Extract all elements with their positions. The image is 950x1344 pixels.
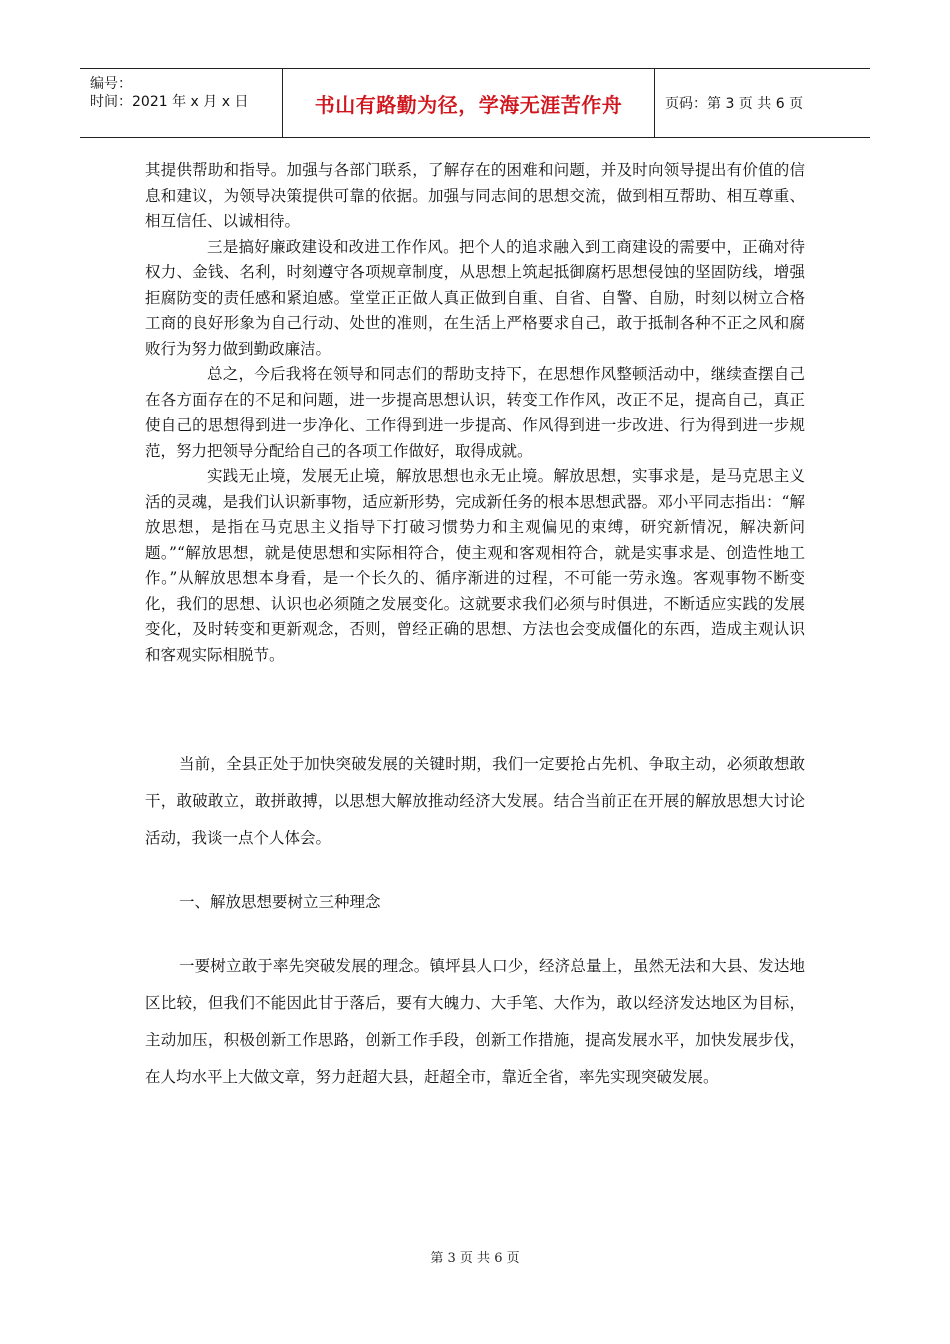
header-meta-cell — [80, 69, 283, 137]
paragraph-first-concept: 一要树立敢于率先突破发展的理念。镇坪县人口少，经济总量上，虽然无法和大县、发达地区比较，但我们不能因此甘于落后，要有大魄力、大手笔、大作为，敢以经济发达地区为目标，主动加压，积极创新工作思路，创新工作手段，创新工作措施，提高发展水平，加快发展步伐，在人均水平上大做文章，努力赶超大县，赶超全市，靠近全省，率先实现突破发展。 — [145, 957, 805, 1086]
paragraph-summary: 总之，今后我将在领导和同志们的帮助支持下，在思想作风整顿活动中，继续查摆自己在各方面存在的不足和问题，进一步提高思想认识，转变工作作风，改正不足，提高自己，真正使自己的思想得到进一步净化、工作得到进一步提高、作风得到进一步改进、行为得到进一步规范，努力把领导分配给自己的各项工作做好，取得成就。 — [145, 365, 805, 460]
paragraph-integrity: 三是搞好廉政建设和改进工作作风。把个人的追求融入到工商建设的需要中，正确对待权力、金钱、名利，时刻遵守各项规章制度，从思想上筑起抵御腐朽思想侵蚀的坚固防线，增强拒腐防变的责任感和紧迫感。堂堂正正做人真正做到自重、自省、自警、自励，时刻以树立合格工商的良好形象为自己行动、处世的准则，在生活上严格要求自己，敢于抵制各种不正之风和腐败行为努力做到勤政廉洁。 — [145, 237, 805, 358]
date-label: 时间：2021 年 x 月 x 日 — [90, 94, 249, 110]
paragraph-current-period: 当前，全县正处于加快突破发展的关键时期，我们一定要抢占先机、争取主动，必须敢想敢干，敢破敢立，敢拼敢搏，以思想大解放推动经济大发展。结合当前正在开展的解放思想大讨论活动，我谈一点个人体会。 — [145, 755, 805, 847]
paragraph-continued: 其提供帮助和指导。加强与各部门联系，了解存在的困难和问题，并及时向领导提出有价值的信息和建议，为领导决策提供可靠的依据。加强与同志间的思想交流，做到相互帮助、相互尊重、相互信任、以诚相待。 — [145, 161, 805, 230]
page-footer: 第 3 页 共 6 页 — [430, 1251, 520, 1266]
paragraph-emancipation: 实践无止境，发展无止境，解放思想也永无止境。解放思想，实事求是，是马克思主义活的灵魂，是我们认识新事物，适应新形势，完成新任务的根本思想武器。邓小平同志指出：“解放思想，是指在马克思主义指导下打破习惯势力和主观偏见的束缚，研究新情况，解决新问题。”“解放思想，就是使思想和实际相符合，使主观和客观相符合，就是实事求是、创造性地工作。”从解放思想本身看，是一个长久的、循序渐进的过程，不可能一劳永逸。客观事物不断变化，我们的思想、认识也必须随之发展变化。这就要求我们必须与时俱进，不断适应实践的发展变化，及时转变和更新观念，否则，曾经正确的思想、方法也会变成僵化的东西，造成主观认识和客观实际相脱节。 — [145, 467, 805, 664]
serial-number-label: 编号： — [90, 76, 132, 92]
header-motto-cell — [283, 69, 655, 137]
motto-text: 书山有路勤为径，学海无涯苦作舟 — [314, 92, 623, 117]
document-body-lower — [145, 746, 805, 1123]
section-heading: 一、解放思想要树立三种理念 — [179, 893, 381, 911]
document-body-upper — [145, 158, 805, 668]
header-page-number: 页码：第 3 页 共 6 页 — [665, 96, 804, 112]
page-header — [80, 68, 870, 138]
header-page-cell — [655, 69, 870, 137]
